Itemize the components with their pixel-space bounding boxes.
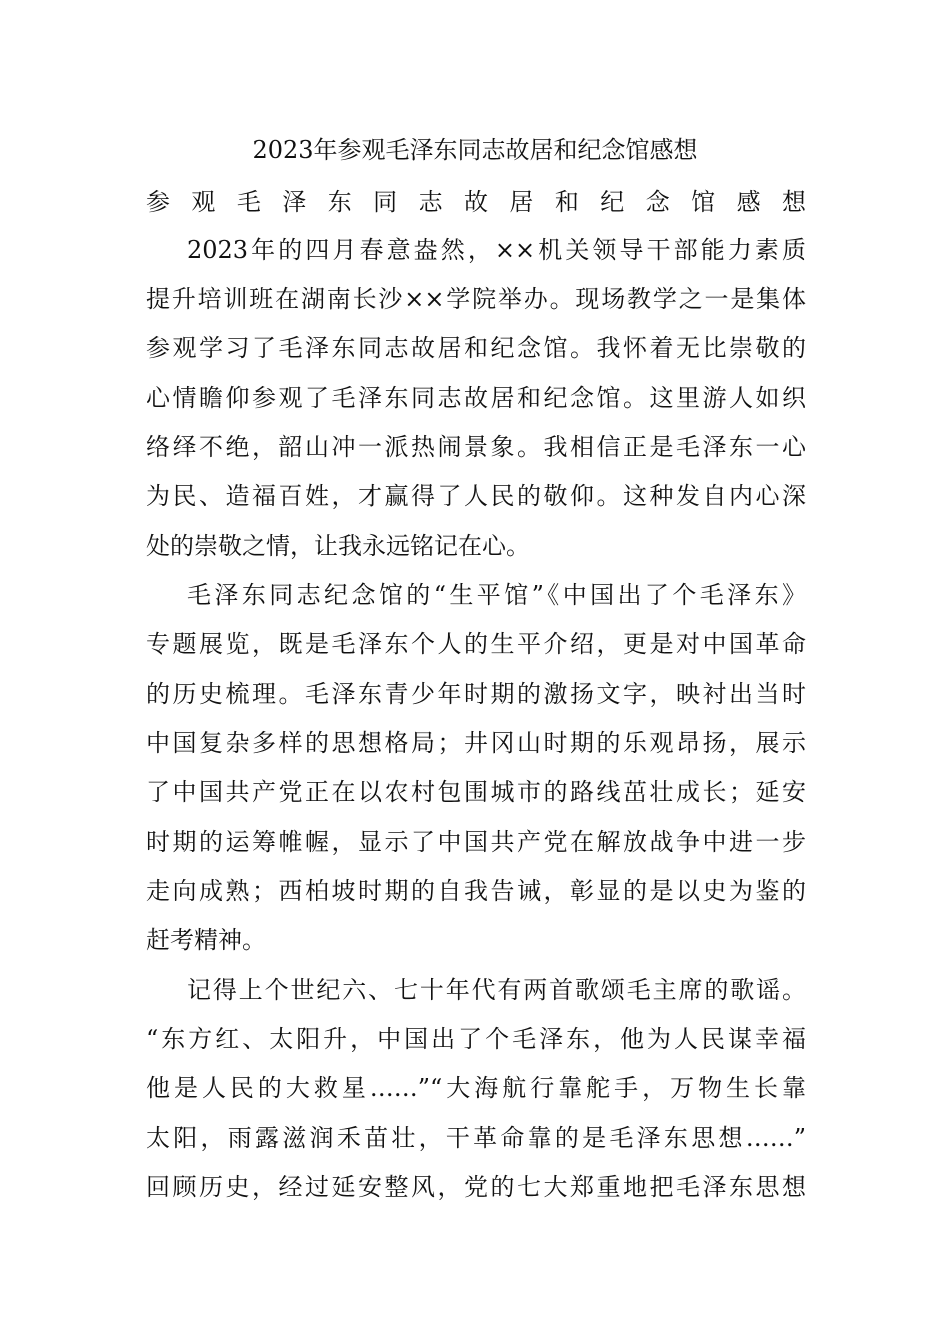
paragraph-3-line-5: 回顾历史，经过延安整风，党的七大郑重地把毛泽东思想 <box>146 1173 806 1201</box>
paragraph-2-line-5: 了中国共产党正在以农村包围城市的路线茁壮成长；延安 <box>146 778 806 806</box>
paragraph-2-line-7: 走向成熟；西柏坡时期的自我告诫，彰显的是以史为鉴的 <box>146 877 806 905</box>
paragraph-2-line-6: 时期的运筹帷幄，显示了中国共产党在解放战争中进一步 <box>146 828 806 856</box>
document-title: 2023年参观毛泽东同志故居和纪念馆感想 <box>252 136 698 164</box>
paragraph-3-line-3: 他是人民的大救星……”“大海航行靠舵手，万物生长靠 <box>146 1074 806 1102</box>
paragraph-1-line-1: 2023年的四月春意盎然，××机关领导干部能力素质 <box>187 236 806 264</box>
paragraph-2-line-4: 中国复杂多样的思想格局；井冈山时期的乐观昂扬，展示 <box>146 729 806 757</box>
paragraph-1-line-2: 提升培训班在湖南长沙××学院举办。现场教学之一是集体 <box>146 285 806 313</box>
paragraph-2-line-1: 毛泽东同志纪念馆的“生平馆”《中国出了个毛泽东》 <box>187 581 806 609</box>
paragraph-2-line-8: 赶考精神。 <box>146 926 266 954</box>
document-subtitle: 参观毛泽东同志故居和纪念馆感想 <box>146 188 806 216</box>
paragraph-1-line-5: 络绎不绝，韶山冲一派热闹景象。我相信正是毛泽东一心 <box>146 433 806 461</box>
paragraph-1-line-4: 心情瞻仰参观了毛泽东同志故居和纪念馆。这里游人如织 <box>146 384 806 412</box>
paragraph-3-line-2: “东方红、太阳升，中国出了个毛泽东，他为人民谋幸福 <box>146 1025 806 1053</box>
paragraph-1-line-3: 参观学习了毛泽东同志故居和纪念馆。我怀着无比崇敬的 <box>146 334 806 362</box>
paragraph-2-line-2: 专题展览，既是毛泽东个人的生平介绍，更是对中国革命 <box>146 630 806 658</box>
paragraph-3-line-4: 太阳，雨露滋润禾苗壮，干革命靠的是毛泽东思想……” <box>146 1124 806 1152</box>
paragraph-2-line-3: 的历史梳理。毛泽东青少年时期的激扬文字，映衬出当时 <box>146 680 806 708</box>
paragraph-1-line-6: 为民、造福百姓，才赢得了人民的敬仰。这种发自内心深 <box>146 482 806 510</box>
paragraph-1-line-7: 处的崇敬之情，让我永远铭记在心。 <box>146 532 530 560</box>
paragraph-3-line-1: 记得上个世纪六、七十年代有两首歌颂毛主席的歌谣。 <box>187 976 806 1004</box>
